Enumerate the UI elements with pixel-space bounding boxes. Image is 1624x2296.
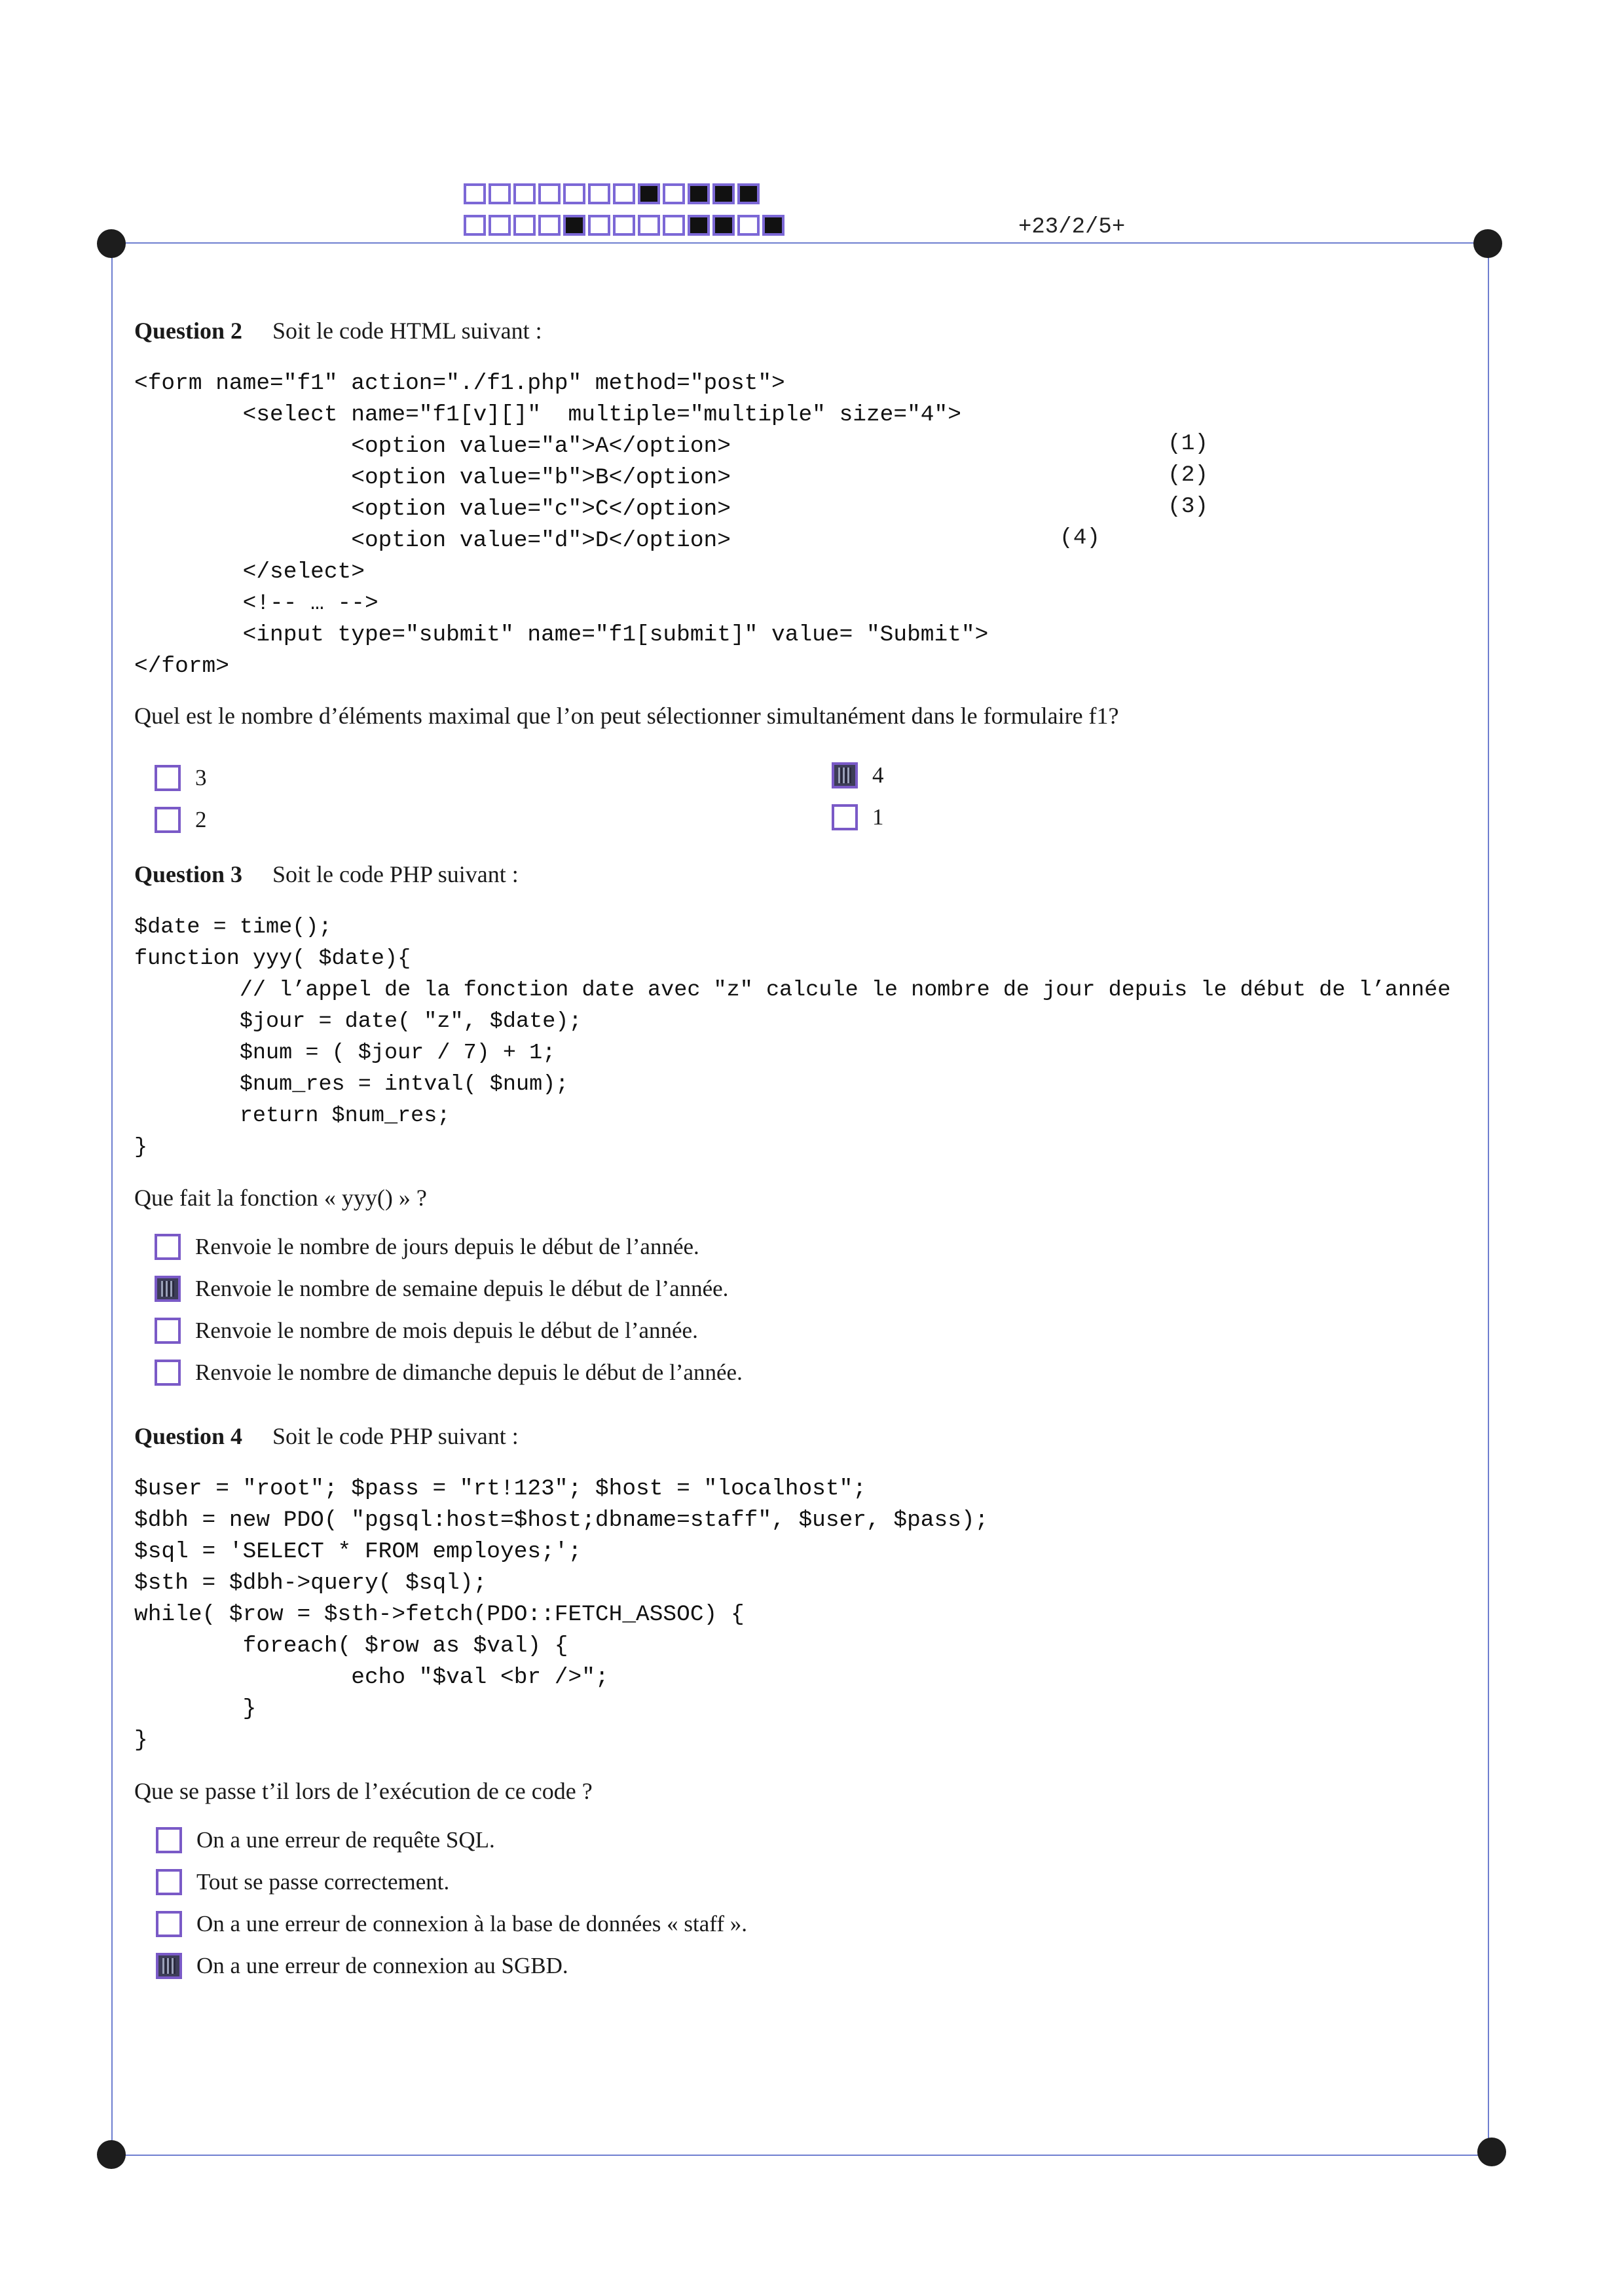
- id-cell: [638, 215, 660, 236]
- id-cell: [688, 183, 710, 204]
- answer-label: Renvoie le nombre de jours depuis le début de l’année.: [195, 1234, 699, 1259]
- id-cell: [638, 183, 660, 204]
- answer-option[interactable]: [155, 1276, 728, 1302]
- answer-checkbox[interactable]: [155, 1276, 181, 1302]
- question-label: Question 4: [134, 1423, 243, 1449]
- answer-checkbox[interactable]: [155, 1318, 181, 1344]
- answer-checkbox[interactable]: [155, 765, 181, 791]
- id-cell: [663, 183, 685, 204]
- answer-option[interactable]: [156, 1953, 568, 1979]
- question-2-title: [134, 317, 542, 344]
- answer-label: On a une erreur de requête SQL.: [196, 1827, 495, 1853]
- answer-option[interactable]: [155, 1360, 743, 1386]
- question-4-title: [134, 1422, 519, 1450]
- answer-checkbox[interactable]: [156, 1827, 182, 1853]
- frame-top-line: [111, 242, 1486, 244]
- id-cell: [588, 183, 610, 204]
- question-intro: Soit le code PHP suivant :: [272, 861, 519, 887]
- id-cell: [688, 215, 710, 236]
- id-cell: [613, 183, 635, 204]
- answer-checkbox[interactable]: [156, 1953, 182, 1979]
- frame-right-line: [1488, 242, 1489, 2155]
- question-intro: Soit le code PHP suivant :: [272, 1423, 519, 1449]
- answer-option[interactable]: [155, 807, 207, 833]
- id-cell: [712, 215, 735, 236]
- frame-bottom-line: [111, 2155, 1493, 2156]
- id-cell: [464, 215, 486, 236]
- id-cell: [737, 215, 760, 236]
- id-code-row-2: [464, 215, 787, 236]
- id-cell: [737, 183, 760, 204]
- id-cell: [588, 215, 610, 236]
- answer-option[interactable]: [832, 762, 884, 788]
- id-cell: [513, 183, 536, 204]
- id-cell: [489, 215, 511, 236]
- id-cell: [538, 215, 561, 236]
- answer-checkbox[interactable]: [155, 1360, 181, 1386]
- answer-option[interactable]: [156, 1869, 449, 1895]
- id-cell: [762, 215, 784, 236]
- id-cell: [712, 183, 735, 204]
- question-3-prompt: Que fait la fonction « yyy() » ?: [134, 1185, 427, 1211]
- question-intro: Soit le code HTML suivant :: [272, 318, 542, 344]
- corner-mark-top-right: [1473, 229, 1502, 258]
- answer-label: 2: [195, 807, 207, 832]
- answer-label: On a une erreur de connexion à la base de données « staff ».: [196, 1911, 747, 1936]
- answer-checkbox[interactable]: [832, 762, 858, 788]
- line-mark-1: (1): [1168, 431, 1209, 456]
- question-2-prompt: Quel est le nombre d’éléments maximal que l’on peut sélectionner simultanément dans le formulaire f1?: [134, 703, 1119, 729]
- answer-option[interactable]: [156, 1827, 495, 1853]
- id-cell: [563, 183, 585, 204]
- question-4-code: $user = "root"; $pass = "rt!123"; $host = "localhost"; $dbh = new PDO( "pgsql:host=$host;dbname=staff", $user, $pass); $sql = 'SELECT * FROM employes;'; $sth = $dbh->query( $sql); while( $row = $sth->fetch(PDO::FETCH_ASSOC) { foreach( $row as $val) { echo "$val <br />"; } }: [134, 1476, 989, 1753]
- id-cell: [513, 215, 536, 236]
- line-mark-2: (2): [1168, 462, 1209, 488]
- id-code-row-1: [464, 183, 762, 204]
- corner-mark-bottom-right: [1477, 2138, 1506, 2166]
- id-cell: [663, 215, 685, 236]
- answer-checkbox[interactable]: [155, 807, 181, 833]
- answer-option[interactable]: [832, 804, 884, 830]
- answer-option[interactable]: [155, 1318, 698, 1344]
- answer-label: 3: [195, 765, 207, 790]
- frame-left-line: [111, 242, 113, 2155]
- question-label: Question 2: [134, 318, 243, 344]
- answer-option[interactable]: [155, 765, 207, 791]
- question-4-prompt: Que se passe t’il lors de l’exécution de ce code ?: [134, 1778, 593, 1804]
- question-3-title: [134, 861, 519, 888]
- answer-option[interactable]: [155, 1234, 699, 1260]
- answer-checkbox[interactable]: [155, 1234, 181, 1260]
- id-cell: [538, 183, 561, 204]
- corner-mark-top-left: [97, 229, 126, 258]
- corner-mark-bottom-left: [97, 2140, 126, 2169]
- answer-checkbox[interactable]: [156, 1869, 182, 1895]
- question-3-code: $date = time(); function yyy( $date){ // l’appel de la fonction date avec "z" calcule le nombre de jour depuis le début de l’année $jour = date( "z", $date); $num = ( $jour / 7) + 1; $num_res = intval( $num); return $num_res; }: [134, 915, 1451, 1160]
- answer-checkbox[interactable]: [832, 804, 858, 830]
- answer-label: On a une erreur de connexion au SGBD.: [196, 1953, 568, 1978]
- answer-checkbox[interactable]: [156, 1911, 182, 1937]
- answer-label: Renvoie le nombre de semaine depuis le début de l’année.: [195, 1276, 729, 1301]
- answer-option[interactable]: [156, 1911, 747, 1937]
- question-2-code: <form name="f1" action="./f1.php" method="post"> <select name="f1[v][]" multiple="multiple" size="4"> <option value="a">A</option> <option value="b">B</option> <option value="c">C</option> <option value="d">D</option> </select> <!-- … --> <input type="submit" name="f1[submit]" value= "Submit"> </form>: [134, 371, 989, 679]
- answer-label: 4: [872, 762, 884, 788]
- line-mark-4: (4): [1060, 525, 1101, 551]
- answer-label: Renvoie le nombre de mois depuis le début de l’année.: [195, 1318, 698, 1343]
- question-label: Question 3: [134, 861, 243, 887]
- id-cell: [489, 183, 511, 204]
- id-cell: [563, 215, 585, 236]
- id-cell: [613, 215, 635, 236]
- answer-label: Tout se passe correctement.: [196, 1869, 450, 1895]
- sheet-id: +23/2/5+: [1018, 215, 1126, 240]
- answer-label: 1: [872, 804, 884, 830]
- id-cell: [464, 183, 486, 204]
- line-mark-3: (3): [1168, 494, 1209, 519]
- answer-label: Renvoie le nombre de dimanche depuis le début de l’année.: [195, 1360, 743, 1385]
